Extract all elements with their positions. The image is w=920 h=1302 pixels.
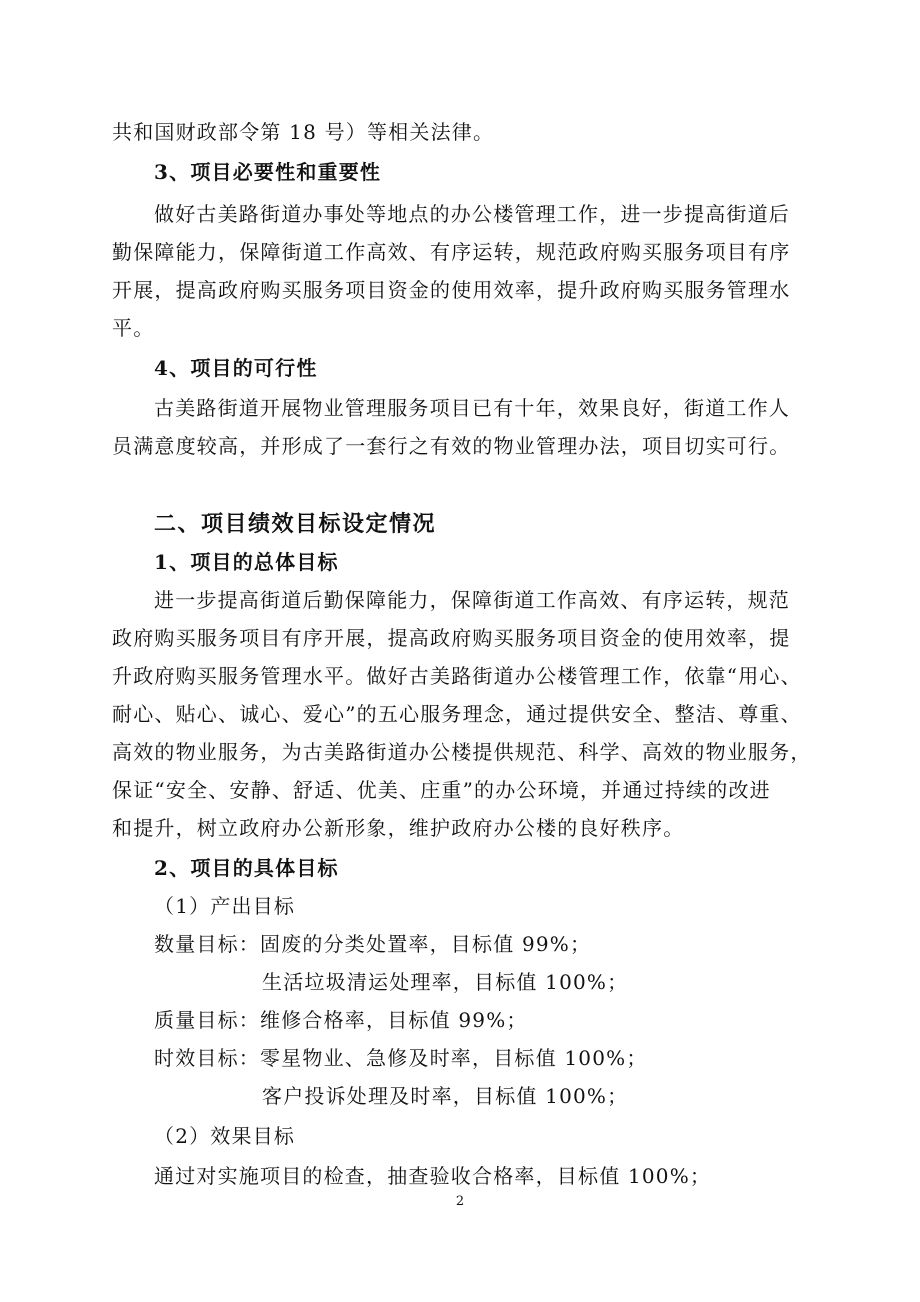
target-line: 数量目标：固废的分类处置率，目标值 99%；	[154, 932, 592, 956]
paragraph-line: 员满意度较高，并形成了一套行之有效的物业管理办法，项目切实可行。	[112, 434, 791, 458]
section-title: 二、项目绩效目标设定情况	[154, 511, 437, 537]
paragraph-line: 和提升，树立政府办公新形象，维护政府办公楼的良好秩序。	[112, 816, 685, 840]
paragraph-line: 平。	[112, 316, 155, 340]
paragraph-line: 保证“安全、安静、舒适、优美、庄重”的办公环境，并通过持续的改进	[112, 778, 771, 802]
text-line: 共和国财政部令第 18 号）等相关法律。	[112, 120, 495, 144]
paragraph-line: 升政府购买服务管理水平。做好古美路街道办公楼管理工作，依靠“用心、	[112, 664, 802, 688]
paragraph-line: 古美路街道开展物业管理服务项目已有十年，效果良好，街道工作人	[154, 396, 790, 420]
page-number: 2	[455, 1194, 465, 1209]
paragraph-line: 耐心、贴心、诚心、爱心”的五心服务理念，通过提供安全、整洁、尊重、	[112, 702, 802, 726]
target-line: 时效目标：零星物业、急修及时率，目标值 100%；	[154, 1046, 648, 1070]
target-line: 客户投诉处理及时率，目标值 100%；	[262, 1084, 629, 1108]
subheading: 1、项目的总体目标	[154, 550, 339, 574]
paragraph-line: 做好古美路街道办事处等地点的办公楼管理工作，进一步提高街道后	[154, 202, 790, 226]
subsection-label: （2）效果目标	[154, 1124, 296, 1148]
paragraph-line: 开展，提高政府购买服务项目资金的使用效率，提升政府购买服务管理水	[112, 278, 791, 302]
target-line: 生活垃圾清运处理率，目标值 100%；	[262, 970, 629, 994]
target-line: 通过对实施项目的检查，抽查验收合格率，目标值 100%；	[154, 1164, 712, 1188]
paragraph-line: 勤保障能力，保障街道工作高效、有序运转，规范政府购买服务项目有序	[112, 240, 791, 264]
subheading: 2、项目的具体目标	[154, 856, 339, 880]
subheading: 3、项目必要性和重要性	[154, 160, 382, 184]
subsection-label: （1）产出目标	[154, 894, 296, 918]
paragraph-line: 政府购买服务项目有序开展，提高政府购买服务项目资金的使用效率，提	[112, 626, 791, 650]
target-line: 质量目标：维修合格率，目标值 99%；	[154, 1008, 528, 1032]
subheading: 4、项目的可行性	[154, 356, 318, 380]
paragraph-line: 进一步提高街道后勤保障能力，保障街道工作高效、有序运转，规范	[154, 588, 790, 612]
paragraph-line: 高效的物业服务，为古美路街道办公楼提供规范、科学、高效的物业服务，	[112, 740, 812, 764]
